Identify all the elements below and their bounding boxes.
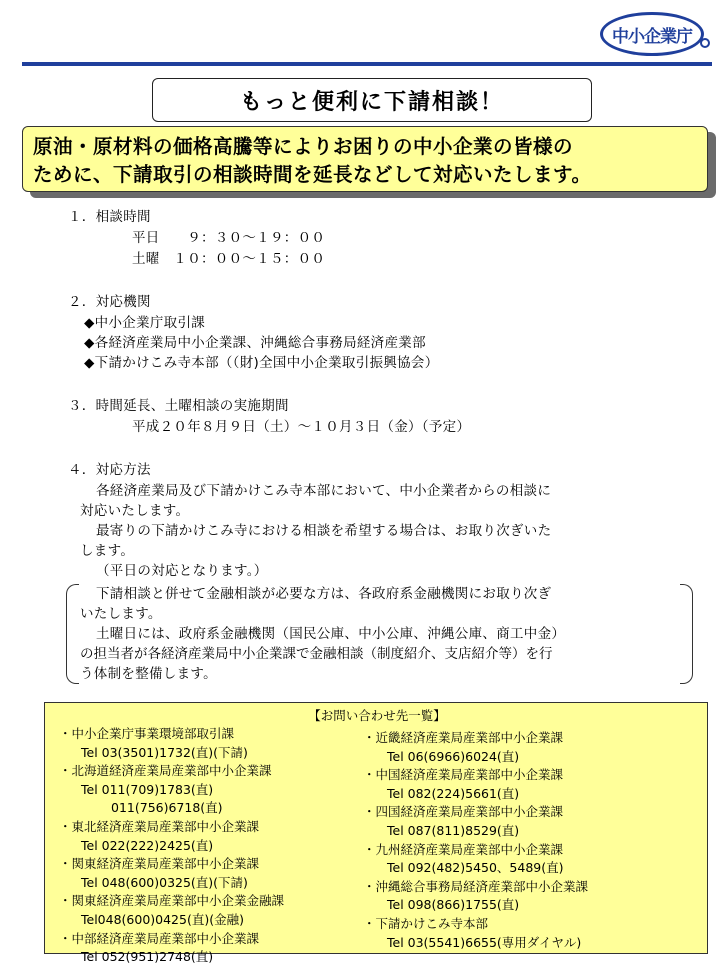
implementation-period: 平成２０年８月９日（土）～１０月３日（金）（予定）	[132, 419, 471, 435]
contact-phone: Tel 03(5541)6655(専用ダイヤル)	[387, 934, 582, 950]
contact-phone: Tel 06(6966)6024(直)	[387, 748, 520, 764]
contact-org: ・下請かけこみ寺本部	[363, 916, 489, 931]
method-line: 各経済産業局及び下請かけこみ寺本部において、中小企業者からの相談に	[96, 483, 552, 499]
method-line: う体制を整備します。	[80, 666, 217, 682]
bracket-left	[66, 584, 79, 684]
method-line: 土曜日には、政府系金融機関（国民公庫、中小公庫、沖縄公庫、商工中金）	[96, 626, 566, 642]
contact-org: ・近畿経済産業局産業部中小企業課	[363, 730, 564, 745]
header-divider	[22, 62, 712, 66]
method-line: の担当者が各経済産業局中小企業課で金融相談（制度紹介、支店紹介等）を行	[80, 646, 553, 662]
method-line: 下請相談と併せて金融相談が必要な方は、各政府系金融機関にお取り次ぎ	[96, 586, 552, 602]
saturday-hours: 土曜 １０：００～１５：００	[132, 251, 326, 267]
section-1-heading: １．相談時間	[68, 209, 151, 225]
contact-phone: Tel 092(482)5450、5489(直)	[387, 860, 564, 876]
method-line: いたします。	[80, 606, 162, 622]
contact-list	[44, 702, 708, 965]
contact-phone: Tel048(600)0425(直)(金融)	[81, 912, 244, 927]
bracket-right	[680, 584, 693, 684]
section-3-heading: ３．時間延長、土曜相談の実施期間	[68, 398, 289, 414]
method-line: 対応いたします。	[80, 503, 190, 519]
method-line: します。	[80, 543, 135, 559]
agency-logo	[600, 12, 704, 56]
contact-org: ・東北経済産業局産業部中小企業課	[59, 819, 260, 834]
page-title: もっと便利に下請相談！	[152, 78, 592, 122]
contact-phone: Tel 098(866)1755(直)	[387, 897, 520, 913]
section-2-heading: ２．対応機関	[68, 294, 151, 310]
contact-phone: 011(756)6718(直)	[111, 800, 223, 816]
method-line: （平日の対応となります。）	[96, 563, 268, 579]
contact-phone: Tel 022(222)2425(直)	[81, 837, 214, 853]
announcement-banner	[22, 126, 708, 192]
contact-phone: Tel 011(709)1783(直)	[81, 781, 214, 797]
banner-line-2: ために、下請取引の相談時間を延長などして対応いたします。	[33, 163, 592, 186]
agency-item: ◆下請かけこみ寺本部（（財)全国中小企業取引振興協会）	[84, 355, 439, 371]
agency-item: ◆各経済産業局中小企業課、沖縄総合事務局経済産業部	[84, 335, 426, 351]
contact-org: ・中小企業庁事業環境部取引課	[59, 726, 235, 741]
contact-phone: Tel 082(224)5661(直)	[387, 785, 520, 801]
agency-item: ◆中小企業庁取引課	[84, 315, 206, 331]
contact-phone: Tel 087(811)8529(直)	[387, 823, 520, 838]
section-4-heading: ４．対応方法	[68, 462, 151, 478]
contact-org: ・中部経済産業局産業部中小企業課	[59, 930, 260, 946]
contact-org: ・沖縄総合事務局経済産業部中小企業課	[363, 878, 589, 894]
contact-org: ・北海道経済産業局産業部中小企業課	[59, 763, 272, 779]
contact-org: ・関東経済産業局産業部中小企業課	[59, 856, 260, 872]
logo-text: 中小企業庁	[612, 26, 692, 47]
contact-org: ・関東経済産業局産業部中小企業金融課	[59, 893, 285, 909]
banner-line-1: 原油・原材料の価格高騰等によりお困りの中小企業の皆様の	[33, 135, 574, 158]
contact-org: ・中国経済産業局産業部中小企業課	[363, 767, 564, 783]
contact-org: ・九州経済産業局産業部中小企業課	[363, 841, 564, 857]
logo-ornament	[700, 38, 710, 48]
contact-list-title: 【お問い合わせ先一覧】	[308, 708, 446, 723]
method-line: 最寄りの下請かけこみ寺における相談を希望する場合は、お取り次ぎいた	[96, 523, 552, 539]
contact-org: ・四国経済産業局産業部中小企業課	[363, 804, 564, 820]
contact-phone: Tel 052(951)2748(直)	[81, 949, 214, 965]
contact-phone: Tel 03(3501)1732(直)(下請)	[81, 744, 248, 760]
weekday-hours: 平日 ９：３０～１９：００	[132, 230, 326, 246]
contact-phone: Tel 048(600)0325(直)(下請)	[81, 874, 248, 890]
